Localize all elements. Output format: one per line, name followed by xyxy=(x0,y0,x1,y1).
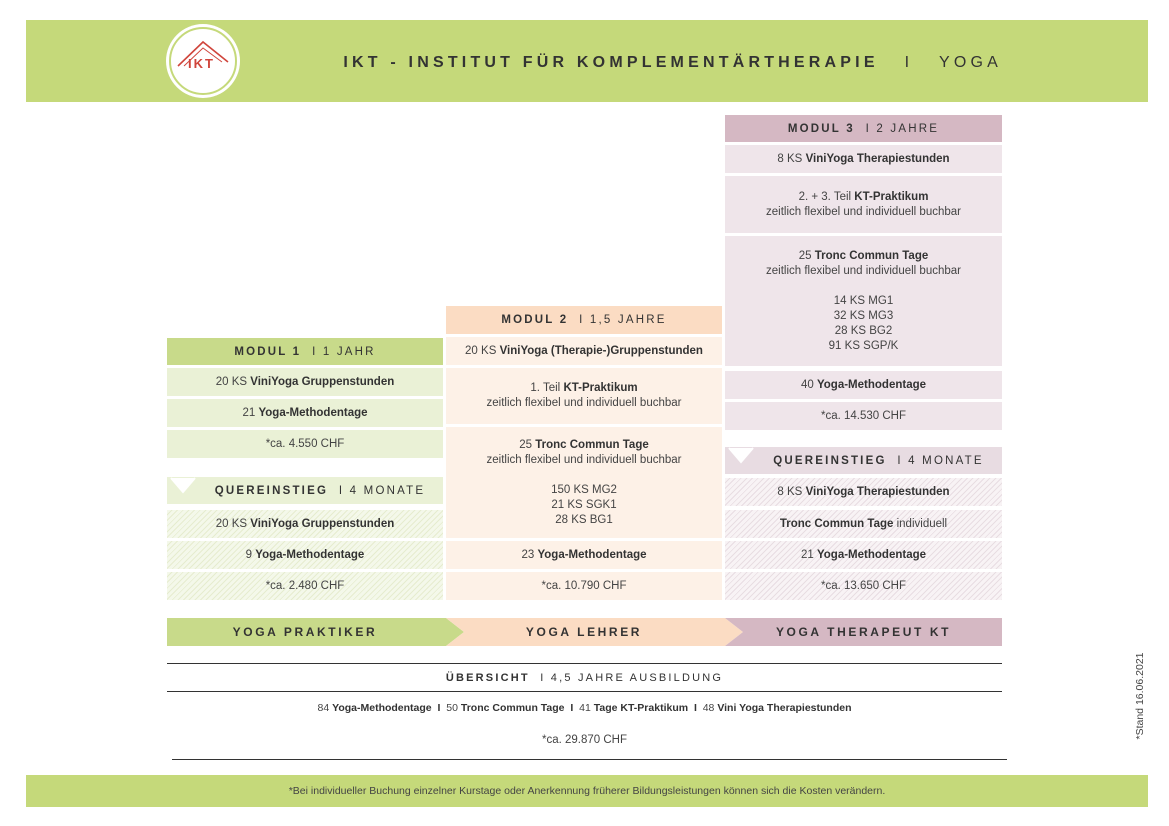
modul2-r1-bold: ViniYoga (Therapie-)Gruppenstunden xyxy=(499,344,703,357)
modul3-row-price xyxy=(725,402,1002,430)
modul1-q2-pre: 9 xyxy=(245,548,253,561)
modul3-r3-line3: 28 KS BG2 xyxy=(834,324,893,337)
modul2-r3-sub: zeitlich flexibel und individuell buchbar xyxy=(486,453,682,466)
modul3-q1-bold: ViniYoga Therapiestunden xyxy=(805,485,950,498)
modul3-q3-pre: 21 xyxy=(800,548,814,561)
title-separator: I xyxy=(904,54,914,71)
modul2-head-light: I 1,5 JAHRE xyxy=(579,314,667,326)
stand-date: *Stand 16.06.2021 xyxy=(1134,652,1146,740)
modul2-r4-bold: Yoga-Methodentage xyxy=(537,548,647,561)
summary-rule-bottom xyxy=(172,759,1007,760)
modul1-head-light: I 1 JAHR xyxy=(312,345,376,358)
modul1-quereinstieg-header xyxy=(167,477,443,504)
modul2-r3-bold: Tronc Commun Tage xyxy=(535,438,649,451)
modul3-r3-sub: zeitlich flexibel und individuell buchbar xyxy=(766,264,961,277)
modul3-quer-light: I 4 MONATE xyxy=(897,454,984,467)
summary-head-bold: ÜBERSICHT xyxy=(445,671,530,684)
modul3-r4-bold: Yoga-Methodentage xyxy=(816,378,927,391)
modul2-r4-pre: 23 xyxy=(521,548,535,561)
modul2-row-gruppenstunden xyxy=(446,337,722,365)
modul2-row-tronc-commun xyxy=(446,427,722,538)
summary-s2-bold: Tronc Commun Tage xyxy=(460,701,565,714)
modul3-row-tronc-commun xyxy=(725,236,1002,366)
modul1-quer-row-methodentage xyxy=(167,541,443,569)
summary-s4-bold: Vini Yoga Therapiestunden xyxy=(717,701,852,714)
summary-s1-pre: 84 xyxy=(317,701,330,714)
modul1-row-price xyxy=(167,430,443,458)
modul2-header xyxy=(446,306,722,334)
modul3-quereinstieg-header xyxy=(725,447,1002,474)
modul1-q2-bold: Yoga-Methodentage xyxy=(255,548,365,561)
summary-sep-1: I xyxy=(437,701,441,714)
modul3-quer-row-price xyxy=(725,572,1002,600)
modul2-row-methodentage xyxy=(446,541,722,569)
summary-total: *ca. 29.870 CHF xyxy=(541,733,627,746)
summary-s3-bold: Tage KT-Praktikum xyxy=(593,701,689,714)
modul3-row-methodentage xyxy=(725,371,1002,399)
modul3-r3-line4: 91 KS SGP/K xyxy=(828,339,899,352)
modul3-quer-row-tronc xyxy=(725,510,1002,538)
summary-sep-3: I xyxy=(693,701,697,714)
page-title xyxy=(250,54,1002,72)
summary-s1-bold: Yoga-Methodentage xyxy=(332,701,432,714)
modul1-quer-bold: QUEREINSTIEG xyxy=(214,484,329,497)
modul2-r2-pre: 1. Teil xyxy=(530,382,561,394)
modul1-q1-pre: 20 KS xyxy=(215,517,248,530)
modul3-quer-price: *ca. 13.650 CHF xyxy=(820,579,906,592)
modul3-head-light: I 2 JAHRE xyxy=(865,122,940,135)
modul3-r4-pre: 40 xyxy=(800,378,814,391)
modul2-head-bold: MODUL 2 xyxy=(501,314,569,326)
modul1-price: *ca. 4.550 CHF xyxy=(265,437,345,450)
modul3-q3-bold: Yoga-Methodentage xyxy=(816,548,927,561)
modul1-quer-row-gruppenstunden xyxy=(167,510,443,538)
modul1-quer-light: I 4 MONATE xyxy=(338,484,426,497)
band-yoga-lehrer: YOGA LEHRER xyxy=(525,625,643,639)
modul2-r3-line1: 150 KS MG2 xyxy=(551,483,617,496)
modul3-r2-sub: zeitlich flexibel und individuell buchbar xyxy=(766,205,961,218)
summary-total-price xyxy=(167,730,1002,750)
summary-rule-mid xyxy=(167,691,1002,692)
modul3-quer-row-methodentage xyxy=(725,541,1002,569)
chevron-down-icon xyxy=(728,447,754,465)
modul2-row-praktikum xyxy=(446,368,722,424)
modul2-row-price xyxy=(446,572,722,600)
modul3-quer-bold: QUEREINSTIEG xyxy=(773,454,887,467)
summary-rule-top xyxy=(167,663,1002,664)
modul1-head-bold: MODUL 1 xyxy=(234,345,302,358)
modul1-r1-pre: 20 KS xyxy=(215,375,248,388)
modul1-row-methodentage xyxy=(167,399,443,427)
modul3-quer-row-therapiestunden xyxy=(725,478,1002,506)
modul1-r1-bold: ViniYoga Gruppenstunden xyxy=(250,375,395,388)
summary-head-light: I 4,5 JAHRE AUSBILDUNG xyxy=(540,671,724,684)
modul3-header xyxy=(725,115,1002,142)
modul3-r1-pre: 8 KS xyxy=(777,152,803,165)
summary-sep-2: I xyxy=(570,701,574,714)
modul2-r3-pre: 25 xyxy=(519,438,533,451)
modul2-r2-bold: KT-Praktikum xyxy=(563,382,638,394)
modul3-r1-bold: ViniYoga Therapiestunden xyxy=(805,152,950,165)
modul2-r3-line3: 28 KS BG1 xyxy=(555,513,613,526)
modul2-r2-sub: zeitlich flexibel und individuell buchbar xyxy=(486,397,682,409)
modul3-head-bold: MODUL 3 xyxy=(787,122,855,135)
summary-header xyxy=(167,665,1002,690)
modul1-q1-bold: ViniYoga Gruppenstunden xyxy=(250,517,395,530)
band-yoga-therapeut: YOGA THERAPEUT KT xyxy=(775,625,952,639)
modul3-r3-line1: 14 KS MG1 xyxy=(833,294,894,307)
modul2-price: *ca. 10.790 CHF xyxy=(541,579,627,592)
modul3-r3-line2: 32 KS MG3 xyxy=(833,309,894,322)
modul1-quer-row-price xyxy=(167,572,443,600)
modul3-row-praktikum xyxy=(725,176,1002,233)
summary-s3-pre: 41 xyxy=(579,701,591,714)
modul3-q1-pre: 8 KS xyxy=(777,485,803,498)
modul1-row-gruppenstunden xyxy=(167,368,443,396)
title-bold: IKT - INSTITUT FÜR KOMPLEMENTÄRTHERAPIE xyxy=(343,54,879,71)
modul3-r2-pre: 2. + 3. Teil xyxy=(798,190,852,203)
summary-s2-pre: 50 xyxy=(446,701,458,714)
modul3-q2-post: individuell xyxy=(896,517,948,530)
modul3-r2-bold: KT-Praktikum xyxy=(854,190,929,203)
logo-text: IKT xyxy=(188,56,215,71)
modul2-r1-pre: 20 KS xyxy=(465,344,497,357)
summary-s4-pre: 48 xyxy=(702,701,715,714)
modul1-header xyxy=(167,338,443,365)
band-yoga-praktiker: YOGA PRAKTIKER xyxy=(232,625,378,639)
chevron-down-icon xyxy=(170,477,196,495)
title-light: YOGA xyxy=(938,54,1002,71)
modul3-r3-pre: 25 xyxy=(798,249,812,262)
modul3-price: *ca. 14.530 CHF xyxy=(820,409,906,422)
modul1-r2-pre: 21 xyxy=(242,406,256,419)
modul3-row-therapiestunden xyxy=(725,145,1002,173)
modul1-r2-bold: Yoga-Methodentage xyxy=(258,406,368,419)
summary-totals-line xyxy=(167,697,1002,719)
footer-note: *Bei individueller Buchung einzelner Kurstage oder Anerkennung früherer Bildungsleistungen können sich die Kosten verändern. xyxy=(26,775,1148,807)
modul1-quer-price: *ca. 2.480 CHF xyxy=(265,579,345,592)
modul3-q2-bold: Tronc Commun Tage xyxy=(779,517,894,530)
modul2-r3-line2: 21 KS SGK1 xyxy=(551,498,617,511)
modul3-r3-bold: Tronc Commun Tage xyxy=(814,249,929,262)
